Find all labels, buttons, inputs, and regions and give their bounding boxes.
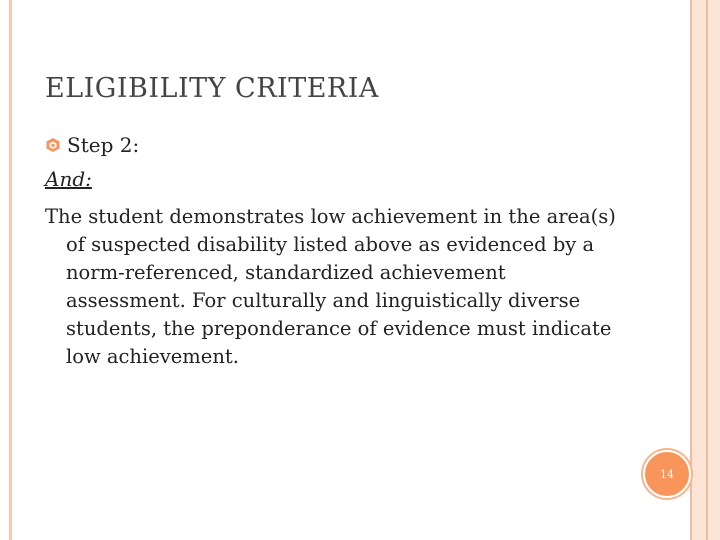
bullet-item: [45, 133, 139, 157]
slide-title: ELIGIBILITY CRITERIA: [45, 73, 379, 104]
and-label: And:: [45, 167, 92, 191]
body-paragraph: The student demonstrates low achievement in the area(s) of suspected disability listed above as evidenced by a norm-referenced, standardized achievement assessment. For culturally and linguistically diverse students, the preponderance of evidence must indicate low achievement.: [45, 205, 616, 368]
page-number-badge: [643, 450, 691, 498]
right-border-line: [706, 0, 708, 540]
hexagon-bullet-icon: [45, 137, 61, 153]
page-number: 14: [660, 467, 674, 481]
right-decorative-band: [690, 0, 720, 540]
bullet-text: Step 2:: [67, 133, 140, 157]
left-border-line: [9, 0, 12, 540]
